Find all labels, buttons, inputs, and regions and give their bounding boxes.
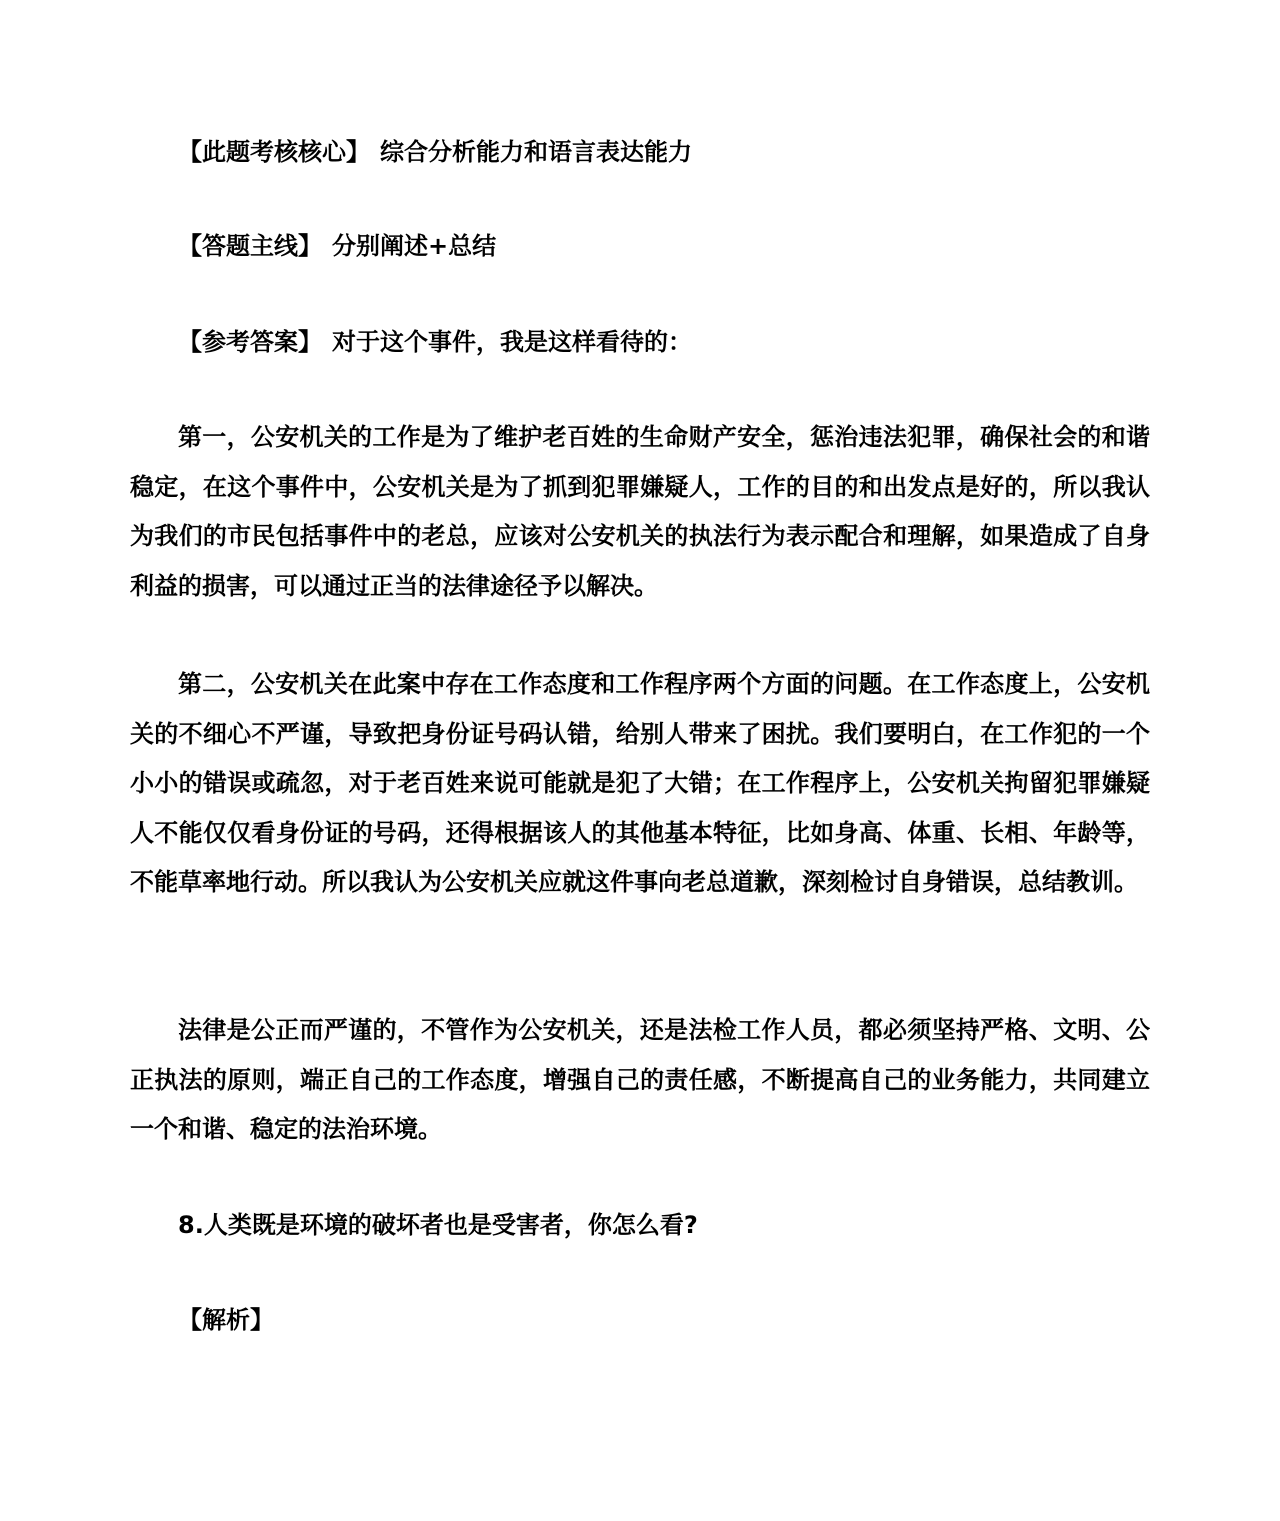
analysis-label: 【解析】 — [178, 1306, 274, 1334]
mainline-line — [130, 222, 1170, 272]
question-line — [130, 1201, 1170, 1251]
core-label: 【此题考核核心】 — [178, 138, 370, 166]
analysis-line — [130, 1296, 1170, 1346]
core-line — [130, 128, 1170, 178]
mainline-label: 【答题主线】 — [178, 232, 322, 260]
paragraph-first: 第一，公安机关的工作是为了维护老百姓的生命财产安全，惩治违法犯罪，确保社会的和谐稳定，在这个事件中，公安机关是为了抓到犯罪嫌疑人，工作的目的和出发点是好的，所以我认为我们的市民包括事件中的老总，应该对公安机关的执法行为表示配合和理解，如果造成了自身利益的损害，可以通过正当的法律途径予以解决。 — [130, 423, 1150, 600]
question-text: 8.人类既是环境的破坏者也是受害者，你怎么看? — [178, 1211, 698, 1239]
reference-label: 【参考答案】 — [178, 328, 322, 356]
mainline-value: 分别阐述+总结 — [332, 232, 497, 260]
paragraph-second: 第二，公安机关在此案中存在工作态度和工作程序两个方面的问题。在工作态度上，公安机关的不细心不严谨，导致把身份证号码认错，给别人带来了困扰。我们要明白，在工作犯的一个小小的错误或疏忽，对于老百姓来说可能就是犯了大错；在工作程序上，公安机关拘留犯罪嫌疑人不能仅仅看身份证的号码，还得根据该人的其他基本特征，比如身高、体重、长相、年龄等，不能草率地行动。所以我认为公安机关应就这件事向老总道歉，深刻检讨自身错误，总结教训。 — [130, 670, 1150, 896]
core-value: 综合分析能力和语言表达能力 — [380, 138, 692, 166]
reference-value: 对于这个事件，我是这样看待的： — [332, 328, 692, 356]
paragraph-conclusion: 法律是公正而严谨的，不管作为公安机关，还是法检工作人员，都必须坚持严格、文明、公正执法的原则，端正自己的工作态度，增强自己的责任感，不断提高自己的业务能力，共同建立一个和谐、稳定的法治环境。 — [130, 1016, 1150, 1143]
reference-line — [130, 318, 1170, 368]
